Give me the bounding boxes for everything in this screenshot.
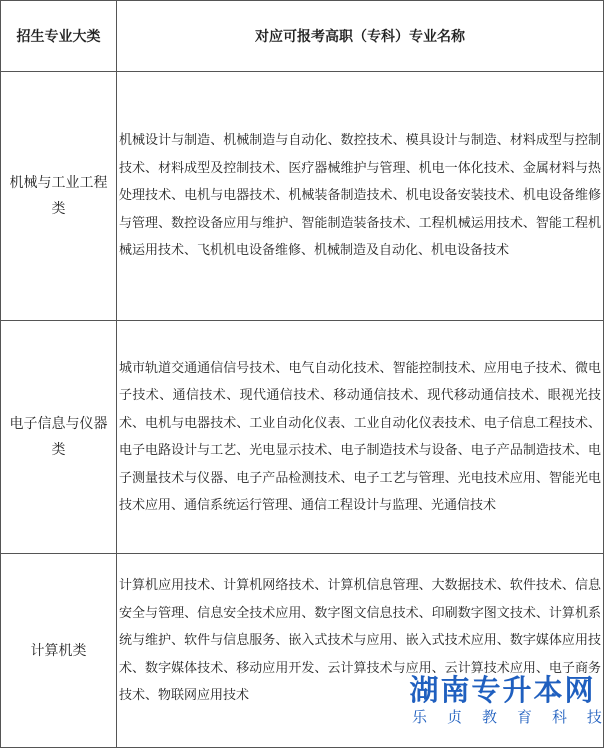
category-cell: 机械与工业工程类	[1, 72, 117, 321]
watermark-char: 技	[586, 708, 602, 726]
category-cell: 电子信息与仪器类	[1, 321, 117, 554]
watermark-title: 湖南专升本网	[409, 673, 596, 707]
majors-cell: 机械设计与制造、机械制造与自动化、数控技术、模具设计与制造、材料成型与控制技术、材料成型及控制技术、医疗器械维护与管理、机电一体化技术、金属材料与热处理技术、电机与电器技术、机械装备制造技术、机电设备安装技术、机电设备维修与管理、数控设备应用与维护、智能制造装备技术、工程机械运用技术、智能工程机械运用技术、飞机机电设备维修、机械制造及自动化、机电设备技术	[117, 72, 604, 321]
category-cell: 计算机类	[1, 554, 117, 748]
majors-cell: 计算机应用技术、计算机网络技术、计算机信息管理、大数据技术、软件技术、信息安全与管理、信息安全技术应用、数字图文信息技术、印刷数字图文技术、计算机系统与维护、软件与信息服务、嵌入式技术与应用、嵌入式技术应用、数字媒体应用技术、数字媒体技术、移动应用开发、云计算技术与应用、云计算技术应用、电子商务技术、物联网应用技术	[117, 554, 604, 748]
watermark-char: 科	[551, 708, 567, 726]
majors-cell: 城市轨道交通通信信号技术、电气自动化技术、智能控制技术、应用电子技术、微电子技术、通信技术、现代通信技术、移动通信技术、现代移动通信技术、眼视光技术、电机与电器技术、工业自动化仪表、工业自动化仪表技术、电子信息工程技术、电子电路设计与工艺、光电显示技术、电子制造技术与设备、电子产品制造技术、电子测量技术与仪器、电子产品检测技术、电子工艺与管理、光电技术应用、智能光电技术应用、通信系统运行管理、通信工程设计与监理、光通信技术	[117, 321, 604, 554]
table-row	[1, 321, 604, 554]
header-majors: 对应可报考高职（专科）专业名称	[117, 1, 604, 72]
watermark-char: 育	[516, 708, 532, 726]
watermark-char: 教	[481, 708, 497, 726]
header-category: 招生专业大类	[1, 1, 117, 72]
table-row	[1, 554, 604, 748]
table-row	[1, 72, 604, 321]
table-header-row	[1, 1, 604, 72]
watermark-char: 贞	[446, 708, 462, 726]
watermark-char: 乐	[412, 708, 428, 726]
